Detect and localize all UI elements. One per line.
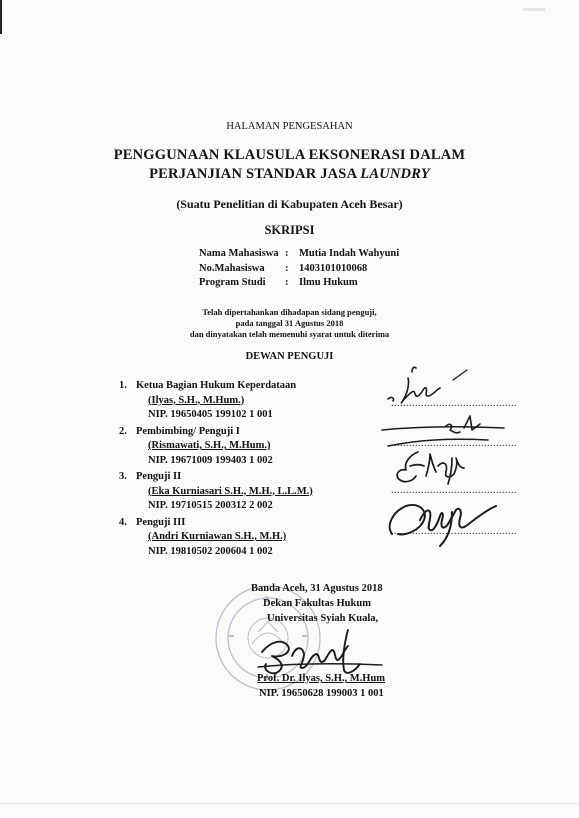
student-row [199,262,399,277]
closing-position: Dekan Fakultas Hukum [263,598,371,609]
examiner-list [119,379,313,561]
examiner-entry [119,379,313,423]
defense-note-line-1: Telah dipertahankan dihadapan sidang penguji, [202,307,377,317]
thesis-title-main: PERJANJIAN STANDAR JASA [149,166,361,182]
thesis-title-line-2 [0,165,579,184]
student-identity [199,247,399,291]
examiner-entry [119,425,313,469]
signature-line-1: .......................................... [391,398,517,409]
examiner-name: (Rismawati, S.H., M.Hum.) [148,440,271,451]
student-label: Nama Mahasiswa [199,248,279,259]
scan-bottom-edge [0,803,579,804]
examiner-role: Penguji II [136,471,182,482]
board-heading: DEWAN PENGUJI [245,351,334,362]
closing-block [251,581,385,701]
defense-note-line-2: pada tanggal 31 Agustus 2018 [235,318,344,328]
examiner-role: Ketua Bagian Hukum Keperdataan [136,380,297,391]
examiner-number: 3. [119,471,127,482]
examiner-name: (Andri Kurniawan S.H., M.H.) [148,531,287,542]
scan-edge-mark [0,0,2,34]
dean-name [251,671,385,686]
student-value: Mutia Indah Wahyuni [299,248,400,259]
student-label: No.Mahasiswa [199,262,265,274]
examiner-number: 1. [119,380,127,391]
dean-name-text: Prof. Dr. Ilyas, S.H., M.Hum [257,673,386,684]
signature-line-2: .......................................... [391,438,517,449]
student-separator: : [285,277,289,288]
examiner-nip: NIP. 19671009 199403 1 002 [148,454,273,466]
page-header: HALAMAN PENGESAHAN [226,121,353,132]
examiner-number: 4. [119,516,127,528]
thesis-title-italic: LAUNDRY [360,166,430,182]
student-row [199,276,399,291]
examiner-entry [119,516,313,560]
student-separator: : [285,248,289,259]
examiner-number: 2. [119,425,127,437]
signature-examiner-3 [397,452,464,484]
examiner-name: (Ilyas, S.H., M.Hum.) [148,394,245,406]
closing-place-date: Banda Aceh, 31 Agustus 2018 [251,583,383,594]
student-separator: : [285,262,289,274]
thesis-title-line-1: PENGGUNAAN KLAUSULA EKSONERASI DALAM [113,147,466,163]
examiner-role: Penguji III [136,516,186,528]
examiner-role: Pembimbing/ Penguji I [136,425,240,437]
closing-institution: Universitas Syiah Kuala, [267,613,379,624]
examiner-nip: NIP. 19810502 200604 1 002 [148,545,273,557]
document-type: SKRIPSI [264,223,315,237]
dean-nip: NIP. 19650628 199003 1 001 [259,688,384,699]
signature-line-3: .......................................... [391,485,517,496]
examiner-entry [119,470,313,514]
student-row [199,247,399,262]
defense-note-line-3: dan dinyatakan telah memenuhi syarat untuk diterima [189,329,390,339]
scan-edge-mark-top [523,8,545,11]
examiner-name: (Eka Kurniasari S.H., M.H., L.L.M.) [148,485,313,497]
thesis-subtitle: (Suatu Penelitian di Kabupaten Aceh Besar) [176,197,403,211]
signature-line-4: .......................................... [391,526,517,537]
examiner-nip: NIP. 19650405 199102 1 001 [148,409,273,420]
student-label: Program Studi [199,277,266,288]
signature-space [251,626,385,671]
student-value: 1403101010068 [299,262,368,274]
student-value: Ilmu Hukum [299,277,358,288]
examiner-nip: NIP. 19710515 200312 2 002 [148,500,273,511]
